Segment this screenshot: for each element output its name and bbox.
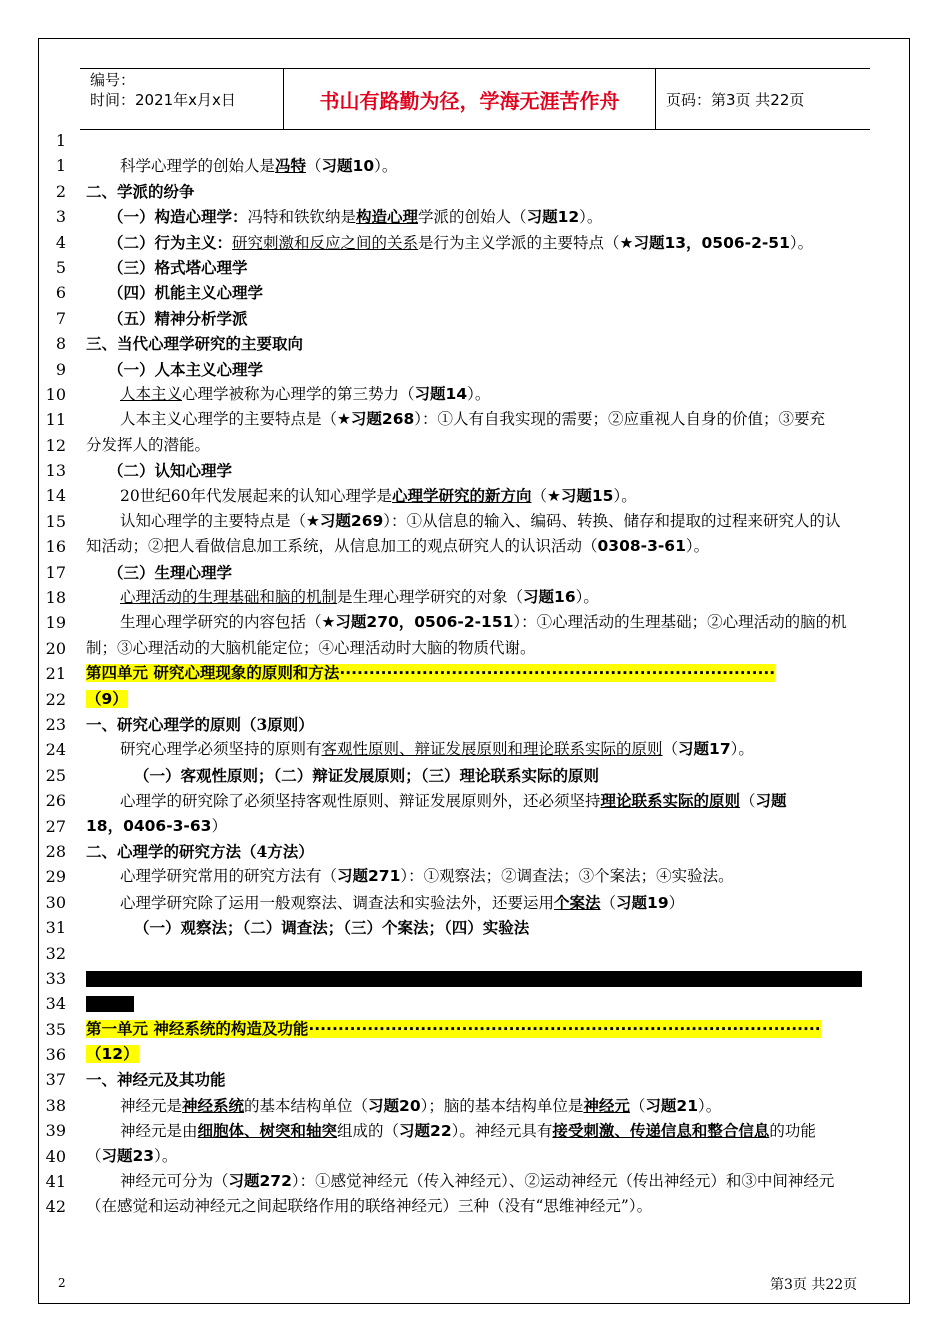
line-number: 37 [45,1070,66,1090]
line-text [86,890,900,916]
line-number: 39 [45,1121,66,1141]
text-span: ）。 [374,157,398,176]
line-text [86,1144,866,1169]
text-span: 知活动；②把人看做信息加工系统，从信息加工的观点研究人的认识活动（ [86,537,598,556]
text-span: ★习题13，0506-2-51 [619,233,790,252]
line-number: 26 [45,791,66,811]
text-span: （一）构造心理学： [108,207,248,227]
text-span: 习题19 [616,893,669,912]
line-text [86,1169,900,1194]
line-number: 27 [45,816,66,836]
text-span: 心理学被称为心理学的第三势力（ [182,384,415,403]
line-text [86,179,866,205]
header-meta [80,69,283,129]
text-span: 客观性原则、辩证发展原则和理论联系实际的原则 [321,740,663,759]
text-span: ）。神经元具有 [451,1122,553,1141]
text-span: 一、神经元及其功能 [86,1070,226,1090]
text-span: 习题14 [414,384,468,403]
line-text [86,814,866,839]
text-span: 组成的（ [337,1122,400,1141]
doc-line [38,458,910,483]
text-span: ）：①心理活动的生理基础；②心理活动的脑的机 [513,613,847,632]
text-span: （ [629,1096,646,1115]
text-span: 人本主义 [120,384,183,403]
text-span: ）：①从信息的输入、编码、转换、储存和提取的过程来研究人的认 [383,511,841,530]
doc-line [38,585,910,610]
text-span: 二、心理学的研究方法（4方法） [86,841,314,861]
doc-line [38,483,910,508]
text-span: 个案法 [554,892,601,912]
document-body [38,128,910,1220]
doc-line [38,1169,910,1194]
header-motto: 书山有路勤为径，学海无涯苦作舟 [283,69,656,129]
text-span: 人本主义心理学的主要特点是（ [120,410,338,429]
text-span: 冯特和铁钦纳是 [247,208,357,227]
line-text [86,382,900,407]
doc-line [38,941,910,966]
line-number: 30 [45,892,66,912]
text-span: （四）机能主义心理学 [108,283,264,303]
doc-line [38,534,910,559]
text-span: ）。 [579,208,603,227]
text-span: ）：①感觉神经元（传入神经元）、②运动神经元（传出神经元）和③中间神经元 [291,1172,835,1191]
text-span: （12） [86,1045,139,1064]
line-text [86,357,888,383]
line-number: 16 [45,537,66,557]
redaction-bar [86,996,134,1012]
line-number: 33 [45,968,66,988]
text-span: 三、当代心理学研究的主要取向 [86,334,304,354]
line-number: 12 [45,435,66,455]
text-span: 第一单元 神经系统的构造及功能······················································································· [86,1019,821,1038]
line-text [86,331,866,357]
doc-line [38,306,910,331]
text-span: ）。 [730,740,754,759]
text-span: （ [531,487,547,506]
doc-line [38,966,910,991]
doc-line [38,509,910,534]
text-span: 一、研究心理学的原则（3原则） [86,714,314,734]
header-page-number: 页码：第3页 共22页 [666,90,805,109]
line-text [86,763,914,789]
doc-line [38,890,910,915]
text-span: ）。 [154,1146,178,1165]
line-number: 4 [55,232,66,252]
text-span: 冯特 [275,156,307,176]
text-span: ）。 [789,233,814,252]
text-span: 习题21 [645,1096,698,1115]
doc-line [38,763,910,788]
page-header [80,68,870,130]
doc-line [38,331,910,356]
text-span: （ [306,157,322,176]
line-number: 24 [45,740,66,760]
doc-line [38,128,910,153]
doc-line [38,1144,910,1169]
line-number: 28 [45,841,66,861]
text-span: ）。 [467,384,491,403]
line-number: 11 [45,410,66,430]
text-span: 习题 [755,792,787,811]
footer-left-number: 2 [58,1276,66,1290]
line-text [86,788,900,814]
text-span: ★习题268 [337,410,415,429]
text-span: 神经元是 [120,1096,183,1115]
line-text [86,585,900,610]
text-span: ）。 [698,1096,722,1115]
doc-line [38,687,910,712]
text-span: （二）认知心理学 [108,461,233,481]
line-number: 41 [45,1172,66,1192]
text-span: 心理学研究除了运用一般观察法、调查法和实验法外，还要运用 [120,893,555,912]
text-span: ★习题270，0506-2-151 [321,613,514,632]
line-text [86,306,888,332]
line-number: 21 [45,664,66,684]
line-number: 6 [55,283,66,303]
text-span: ）。 [575,588,599,607]
line-number: 10 [45,384,66,404]
line-text [86,1017,866,1042]
doc-line [38,1093,910,1118]
text-span: 学派的创始人（ [418,208,527,227]
line-text [86,661,866,686]
text-span: 神经系统 [182,1095,245,1115]
line-number: 1 [55,156,66,176]
doc-line [38,1042,910,1067]
text-span: （一）观察法；（二）调查法；（三）个案法；（四）实验法 [134,918,530,938]
text-span: 是行为主义学派的主要特点（ [418,233,620,252]
line-number: 18 [45,588,66,608]
text-span: 习题20 [368,1096,421,1115]
line-text [86,560,888,586]
line-text [86,636,866,661]
line-text [86,737,900,762]
doc-line [38,610,910,635]
text-span: （五）精神分析学派 [108,308,248,328]
line-number: 22 [45,689,66,709]
text-span: 18，0406-3-63 [86,816,212,835]
text-span: 分发挥人的潜能。 [86,435,211,454]
doc-line [38,1067,910,1092]
doc-line [38,230,910,255]
line-text [86,407,900,432]
line-text [86,864,900,889]
text-span: 习题22 [399,1122,452,1141]
line-number: 13 [45,461,66,481]
text-span: ） [211,816,227,835]
text-span: 是生理心理学研究的对象（ [337,588,524,607]
text-span: 细胞体、树突和轴突 [197,1121,338,1141]
text-span: （ [600,893,617,912]
doc-line [38,1194,910,1219]
text-span: （三）生理心理学 [108,562,233,582]
doc-line [38,153,910,178]
line-text [86,280,888,306]
line-text [86,509,900,534]
doc-line [38,204,910,229]
text-span: 心理活动的生理基础和脑的机制 [120,588,338,607]
text-span: 习题271 [337,867,401,886]
text-span: 科学心理学的创始人是 [120,157,276,176]
text-span: 认知心理学的主要特点是（ [120,511,307,530]
doc-line [38,814,910,839]
doc-line [38,179,910,204]
line-text [86,839,866,865]
doc-line [38,280,910,305]
doc-line [38,1017,910,1042]
doc-line [38,382,910,407]
text-span: 研究心理学必须坚持的原则有 [120,740,322,759]
text-span: 理论联系实际的原则 [600,791,741,811]
line-number: 25 [45,765,66,785]
line-number: 29 [45,867,66,887]
text-span: （ [740,792,756,811]
doc-line [38,636,910,661]
text-span: 习题12 [526,208,580,227]
text-span: 心理学研究常用的研究方法有（ [120,867,338,886]
text-span: （一）客观性原则；（二）辩证发展原则；（三）理论联系实际的原则 [134,765,600,785]
line-text [86,687,866,712]
line-number: 19 [45,613,66,633]
doc-line [38,991,910,1016]
text-span: 习题272 [228,1172,292,1191]
footer-page-number: 第3页 共22页 [770,1277,858,1293]
text-span: （9） [86,689,128,708]
line-text [86,458,888,484]
text-span: 第四单元 研究心理现象的原则和方法·········································································· [86,664,776,683]
line-text [86,610,900,635]
line-text [86,534,866,559]
doc-line [38,433,910,458]
doc-line [38,661,910,686]
doc-line [38,788,910,813]
text-span: （ [86,1146,102,1165]
text-span: 接受刺激、传递信息和整合信息 [552,1121,770,1141]
line-number: 1 [55,131,66,150]
text-span: 0308-3-61 [597,537,686,556]
line-number: 2 [55,181,66,201]
line-number: 31 [45,918,66,938]
line-text [86,712,866,738]
text-span: （ [662,740,679,759]
line-number: 15 [45,511,66,531]
line-number: 40 [45,1146,66,1166]
line-text [86,1118,900,1144]
doc-line [38,255,910,280]
line-text [86,1194,866,1219]
text-span: ）。 [685,537,710,556]
text-span: 制；③心理活动的大脑机能定位；④心理活动时大脑的物质代谢。 [86,638,536,657]
text-span: ） [668,893,685,912]
line-text [86,483,900,509]
text-span: （三）格式塔心理学 [108,257,248,277]
text-span: 心理学的研究除了必须坚持客观性原则、辩证发展原则外，还必须坚持 [120,792,601,811]
text-span: 习题23 [101,1146,155,1165]
line-text [86,230,888,256]
doc-line [38,357,910,382]
line-text [86,204,888,230]
line-number: 35 [45,1019,66,1039]
text-span: 神经元可分为（ [120,1172,229,1191]
text-span: ）：①人有自我实现的需要；②应重视人自身的价值；③要充 [414,410,826,429]
text-span: 生理心理学研究的内容包括（ [120,613,322,632]
redaction-bar [86,971,862,987]
text-span: （在感觉和运动神经元之间起联络作用的联络神经元）三种（没有“思维神经元”）。 [86,1197,653,1216]
line-text [86,153,900,179]
doc-line [38,839,910,864]
code-label: 编号： [90,71,136,89]
line-number: 34 [45,994,66,1014]
doc-line [38,864,910,889]
line-text [86,915,914,941]
text-span: ）。 [613,487,637,506]
text-span: 研究刺激和反应之间的关系 [232,233,419,252]
line-number: 23 [45,714,66,734]
line-number: 32 [45,943,66,963]
line-text [86,433,866,458]
text-span: ）：①观察法；②调查法；③个案法；④实验法。 [400,867,734,886]
line-number: 8 [55,334,66,354]
line-text [86,255,888,281]
line-number: 7 [55,308,66,328]
line-number: 5 [55,257,66,277]
text-span: 习题10 [321,157,375,176]
doc-line [38,560,910,585]
line-number: 14 [45,486,66,506]
line-number: 20 [45,638,66,658]
text-span: （二）行为主义： [108,232,233,252]
text-span: 的功能 [769,1122,816,1141]
line-number: 36 [45,1045,66,1065]
doc-line [38,737,910,762]
text-span: 心理学研究的新方向 [391,486,532,506]
text-span: 神经元 [583,1095,630,1115]
text-span: 的基本结构单位（ [244,1096,369,1115]
text-span: 二、学派的纷争 [86,181,195,201]
time-text: 时间：2021年x月x日 [90,91,236,109]
line-text [86,1067,866,1093]
doc-line [38,712,910,737]
text-span: 20世纪60年代发展起来的认知心理学是 [120,487,392,506]
line-number: 9 [55,359,66,379]
line-number: 17 [45,562,66,582]
line-text [86,1042,866,1067]
line-number: 42 [45,1197,66,1217]
text-span: ）；脑的基本结构单位是 [420,1096,584,1115]
line-text [86,1093,900,1119]
text-span: 神经元是由 [120,1122,198,1141]
line-number: 3 [55,207,66,227]
text-span: ★习题269 [306,511,384,530]
doc-line [38,915,910,940]
line-number: 38 [45,1095,66,1115]
doc-line [38,407,910,432]
text-span: 习题16 [523,588,576,607]
text-span: （一）人本主义心理学 [108,359,264,379]
text-span: 构造心理 [356,207,419,227]
text-span: 习题17 [678,740,731,759]
text-span: ★习题15 [546,487,614,506]
doc-line [38,1118,910,1143]
